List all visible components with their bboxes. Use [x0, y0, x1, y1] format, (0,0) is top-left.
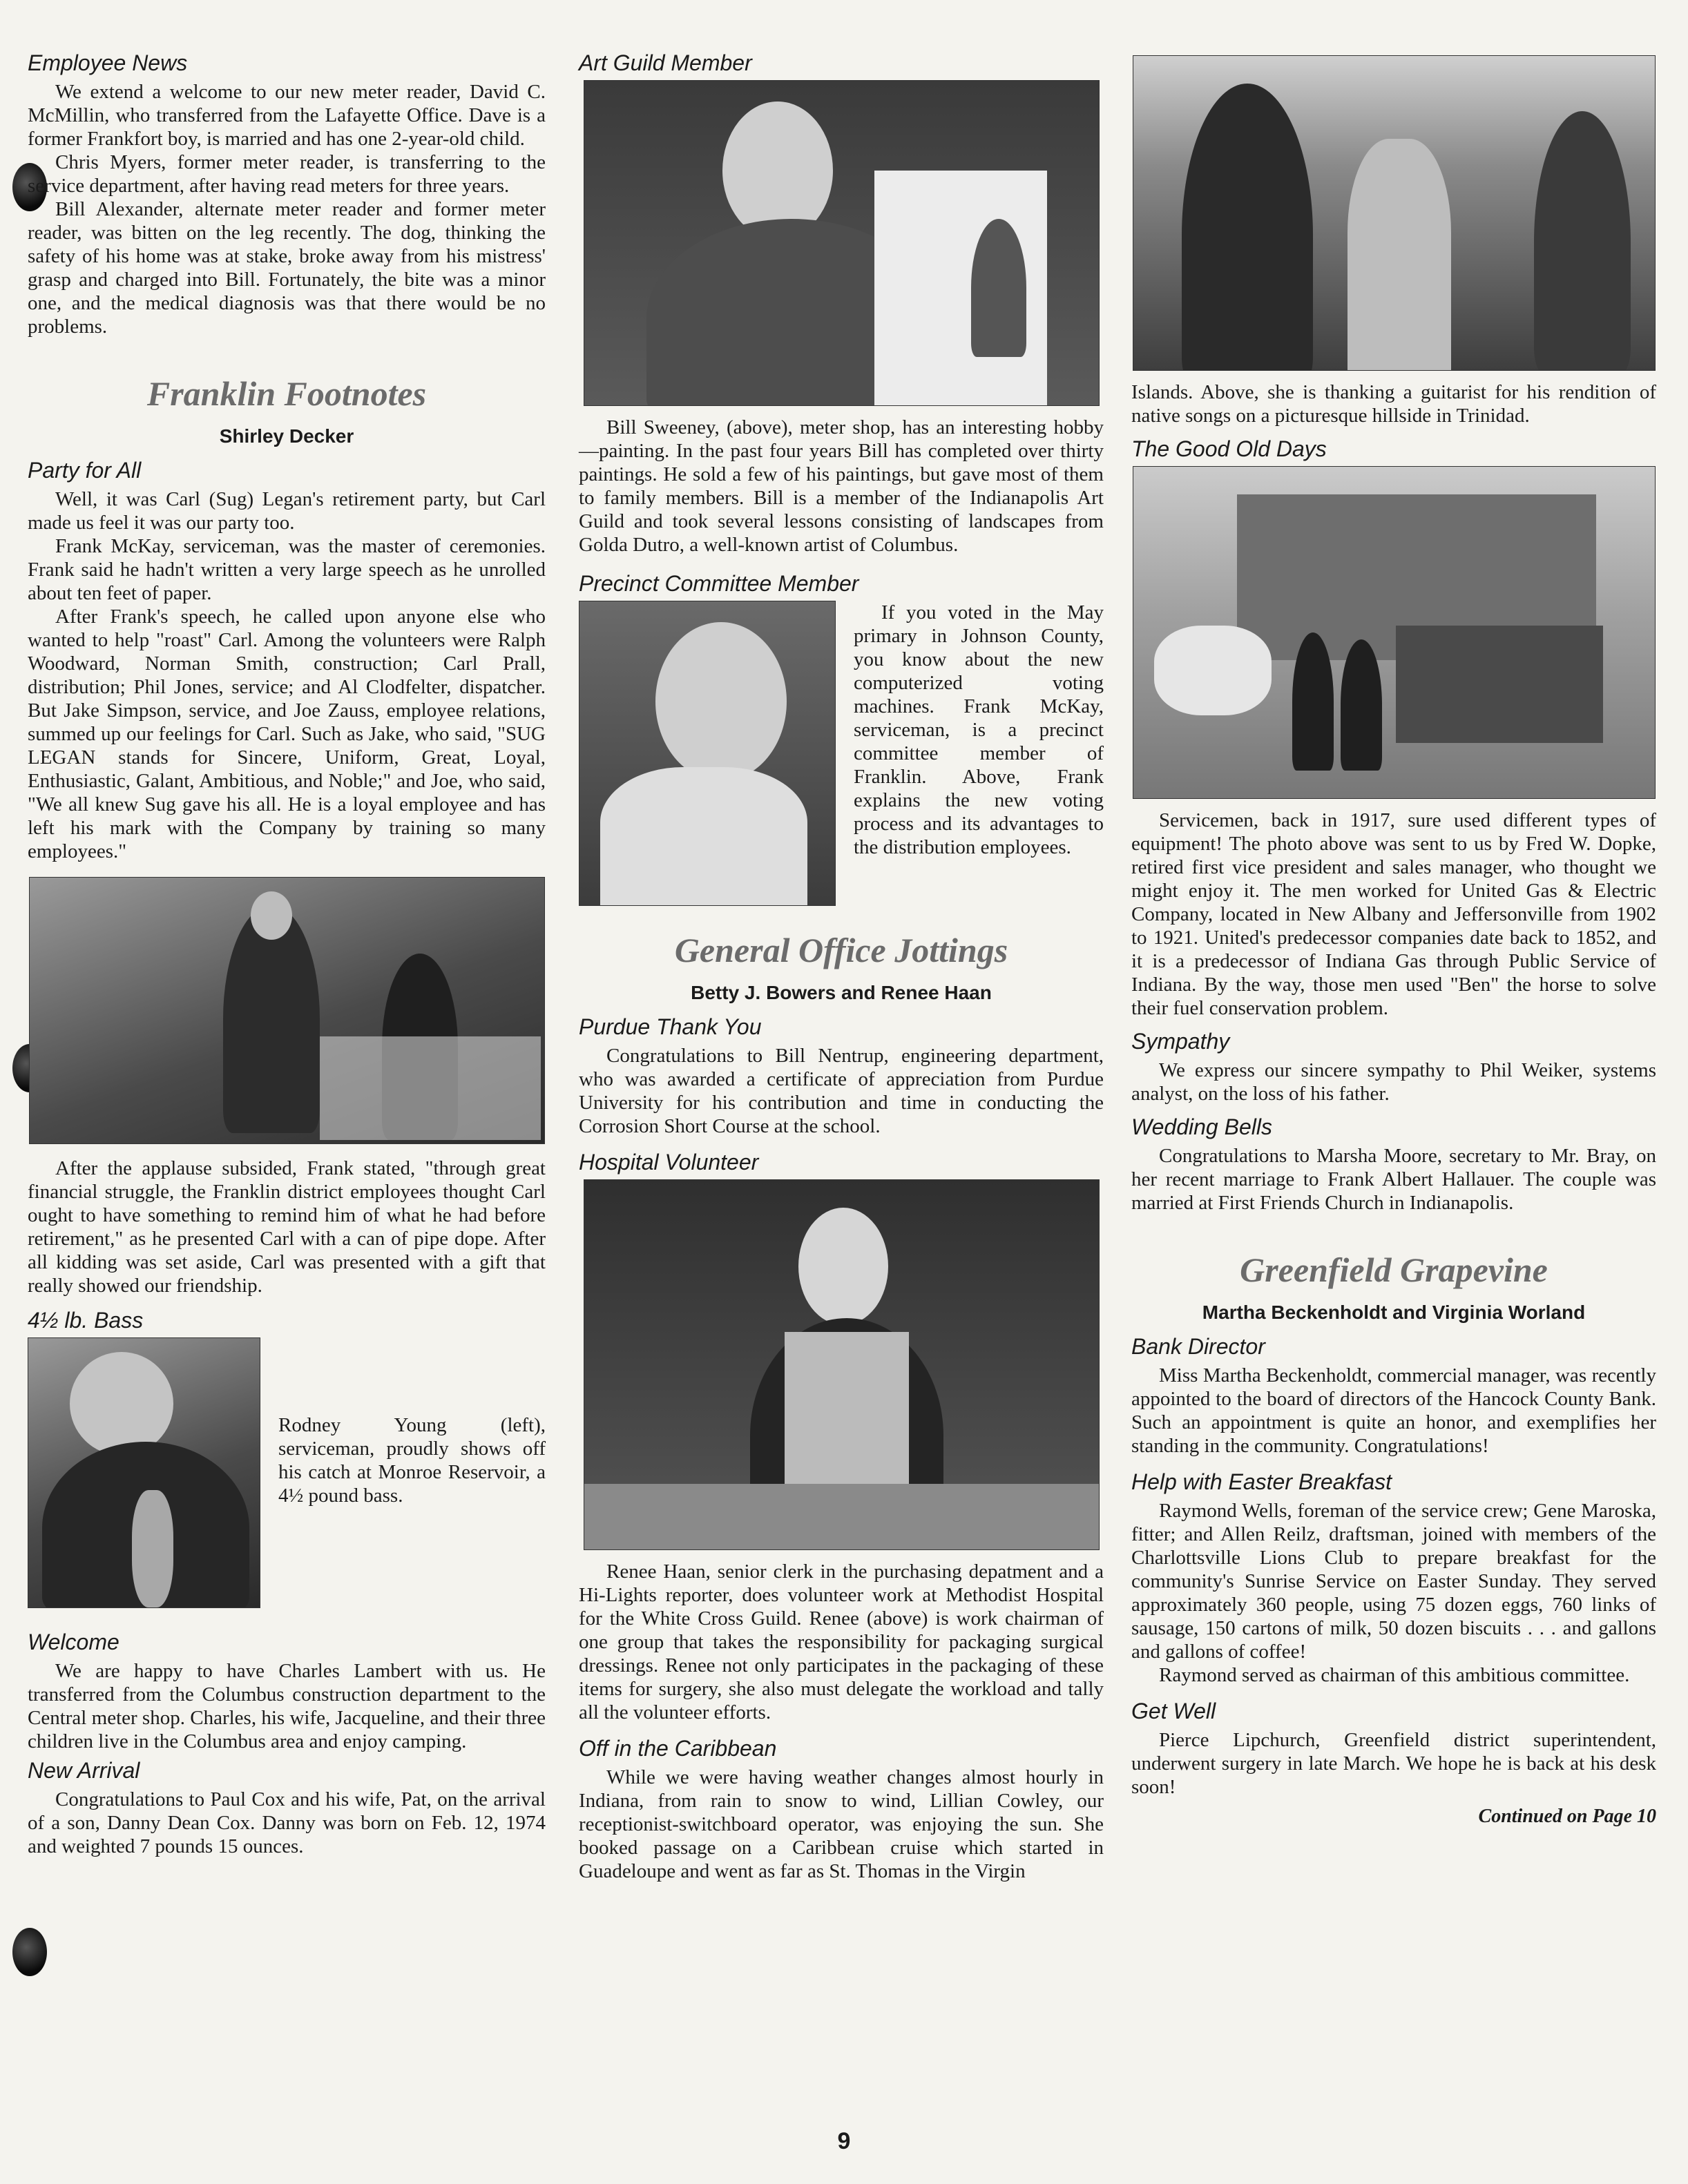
wedding-paragraph: Congratulations to Marsha Moore, secretary to Mr. Bray, on her recent marriage to Frank Albert Hallauer. The couple was married at First Friends Church in Indianapolis.	[1131, 1145, 1656, 1214]
get-well-heading: Get Well	[1131, 1699, 1216, 1723]
new-arrival-paragraph: Congratulations to Paul Cox and his wife, Pat, on the arrival of a son, Danny Dean Cox. Danny was born on Feb. 12, 1974 and weighted 7 pounds 15 ounces.	[28, 1788, 546, 1857]
get-well-paragraph: Pierce Lipchurch, Greenfield district superintendent, underwent surgery in late March. We hope he is back at his desk soon!	[1131, 1729, 1656, 1798]
employee-news-paragraph: We extend a welcome to our new meter reader, David C. McMillin, who transferred from the Lafayette Office. Dave is a former Frankfort boy, is married and has one 2-year-old child.	[28, 81, 546, 150]
franklin-byline: Shirley Decker	[219, 425, 354, 447]
employee-news-paragraph: Bill Alexander, alternate meter reader and former meter reader, was bitten on the leg recently. The dog, thinking the safety of his home was at stake, broke away from his mistress' grasp and charged into Bill. Fortunately, the bite was a minor one, and the medical diagnosis was that there would be no problems.	[28, 198, 546, 338]
caribbean-heading: Off in the Caribbean	[579, 1736, 777, 1761]
greenfield-byline: Martha Beckenholdt and Virginia Worland	[1202, 1302, 1586, 1323]
general-office-byline: Betty J. Bowers and Renee Haan	[691, 982, 992, 1003]
easter-heading: Help with Easter Breakfast	[1131, 1469, 1392, 1494]
horse-wagon-photo	[1133, 466, 1656, 799]
page-number: 9	[837, 2128, 851, 2154]
employee-news-paragraph: Chris Myers, former meter reader, is transferring to the service department, after having read meters for three years.	[28, 151, 546, 197]
column-3	[1131, 55, 1656, 1828]
punch-hole	[12, 1928, 47, 1976]
welcome-heading: Welcome	[28, 1630, 119, 1654]
party-heading: Party for All	[28, 458, 142, 483]
bill-sweeney-painting-photo	[584, 80, 1100, 406]
caribbean-guitarist-photo	[1133, 55, 1656, 371]
bass-heading: 4½ lb. Bass	[28, 1308, 144, 1333]
purdue-paragraph: Congratulations to Bill Nentrup, engineering department, who was awarded a certificate of appreciation from Purdue University for his contribution and time in conducting the Corrosion Short Course at the school.	[579, 1045, 1104, 1137]
caribbean-continued-paragraph: Islands. Above, she is thanking a guitarist for his rendition of native songs on a picturesque hillside in Trinidad.	[1131, 381, 1656, 427]
art-guild-heading: Art Guild Member	[579, 50, 752, 75]
sympathy-heading: Sympathy	[1131, 1029, 1230, 1054]
hospital-paragraph: Renee Haan, senior clerk in the purchasing depatment and a Hi-Lights reporter, does volunteer work at Methodist Hospital for the White Cross Guild. Renee (above) is work chairman of one group that takes the responsibility for packaging surgical dressings. Renee not only participates in the packaging of these items for surgery, she also must delegate the workload and tally all the volunteer efforts.	[579, 1560, 1104, 1723]
easter-paragraph: Raymond Wells, foreman of the service crew; Gene Maroska, fitter; and Allen Reilz, draftsman, joined with members of the Charlottsville Lions Club to prepare breakfast for the community's Sunrise Service on Easter Sunday. They served approximately 360 people, using 75 dozen eggs, 760 links of sausage, 150 cartons of milk, 50 dozen biscuits . . . and gallons and gallons of coffee!	[1131, 1500, 1656, 1663]
renee-haan-photo	[584, 1179, 1100, 1550]
new-arrival-heading: New Arrival	[28, 1758, 140, 1783]
easter-paragraph: Raymond served as chairman of this ambitious committee.	[1159, 1664, 1630, 1686]
continued-note: Continued on Page 10	[1478, 1806, 1656, 1827]
party-paragraph: Frank McKay, serviceman, was the master of ceremonies. Frank said he hadn't written a very large speech as he unrolled about ten feet of paper.	[28, 535, 546, 604]
employee-news-heading: Employee News	[28, 50, 188, 75]
bass-caption: Rodney Young (left), serviceman, proudly shows off his catch at Monroe Reservoir, a 4½ pound bass.	[278, 1414, 546, 1507]
franklin-footnotes-title: Franklin Footnotes	[146, 374, 427, 413]
column-2	[579, 50, 1104, 1883]
general-office-title: General Office Jottings	[674, 931, 1008, 969]
retirement-party-photo	[29, 877, 545, 1144]
sympathy-paragraph: We express our sincere sympathy to Phil Weiker, systems analyst, on the loss of his father.	[1131, 1059, 1656, 1105]
good-old-days-paragraph: Servicemen, back in 1917, sure used different types of equipment! The photo above was sent to us by Fred W. Dopke, retired first vice president and sales manager, who thought we might enjoy it. The men worked for United Gas & Electric Company, located in New Albany and Jeffersonville from 1902 to 1921. United's predecessor companies date back to 1852, and it is a predecessor of Indiana Gas through Public Service of Indiana. By the way, those men used "Ben" the horse to solve their fuel conservation problem.	[1131, 809, 1656, 1019]
hospital-heading: Hospital Volunteer	[579, 1150, 759, 1175]
greenfield-title: Greenfield Grapevine	[1240, 1250, 1548, 1289]
bass-photo	[28, 1337, 260, 1608]
party-paragraph: After the applause subsided, Frank stated, "through great financial struggle, the Franklin district employees thought Carl ought to have something to remind him of what he had before retirement," as he presented Carl with a can of pipe dope. After all kidding was set aside, Carl was presented with a gift that really showed our friendship.	[28, 1157, 546, 1297]
precinct-heading: Precinct Committee Member	[579, 571, 859, 596]
bank-paragraph: Miss Martha Beckenholdt, commercial manager, was recently appointed to the board of directors of the Hancock County Bank. Such an appointment is quite an honor, and exemplifies her standing in the community. Congratulations!	[1131, 1364, 1656, 1457]
good-old-days-heading: The Good Old Days	[1131, 436, 1327, 461]
party-paragraph: After Frank's speech, he called upon anyone else who wanted to help "roast" Carl. Among the volunteers were Ralph Woodward, Norman Smith, construction; Carl Prall, distribution; Phil Jones, service; and Al Clodfelter, dispatcher. But Jake Simpson, service, and Joe Zauss, employee relations, summed up our feelings for Carl. Such as Jake, who said, "SUG LEGAN stands for Sincere, Uniform, Great, Loyal, Enthusiastic, Galant, Ambitious, and Noble;" and Joe, who said, "We all knew Sug gave his all. He is a loyal employee and has left his mark with the Company by training so many employees."	[28, 606, 546, 862]
frank-mckay-photo	[579, 601, 836, 906]
caribbean-paragraph: While we were having weather changes almost hourly in Indiana, from rain to snow to wind, Lillian Cowley, our receptionist-switchboard operator, was enjoying the sun. She booked passage on a Caribbean cruise which started in Guadeloupe and went as far as St. Thomas in the Virgin	[579, 1766, 1104, 1882]
column-1	[28, 50, 546, 1858]
art-guild-paragraph: Bill Sweeney, (above), meter shop, has an interesting hobby—painting. In the past four years Bill has completed over thirty paintings. He sold a few of his paintings, but gave most of them to family members. Bill is a member of the Indianapolis Art Guild and took several lessons consisting of landscapes from Golda Dutro, a well-known artist of Columbus.	[579, 416, 1104, 556]
purdue-heading: Purdue Thank You	[579, 1014, 762, 1039]
party-paragraph: Well, it was Carl (Sug) Legan's retirement party, but Carl made us feel it was our party too.	[28, 488, 546, 534]
precinct-paragraph: If you voted in the May primary in Johnson County, you know about the new computerized voting machines. Frank McKay, serviceman, is a precinct committee member of Franklin. Above, Frank explains the new voting process and its advantages to the distribution employees.	[854, 601, 1104, 858]
bank-heading: Bank Director	[1131, 1334, 1265, 1359]
wedding-heading: Wedding Bells	[1131, 1114, 1272, 1139]
welcome-paragraph: We are happy to have Charles Lambert with us. He transferred from the Columbus construction department to the Central meter shop. Charles, his wife, Jacqueline, and their three children live in the Columbus area and enjoy camping.	[28, 1660, 546, 1752]
